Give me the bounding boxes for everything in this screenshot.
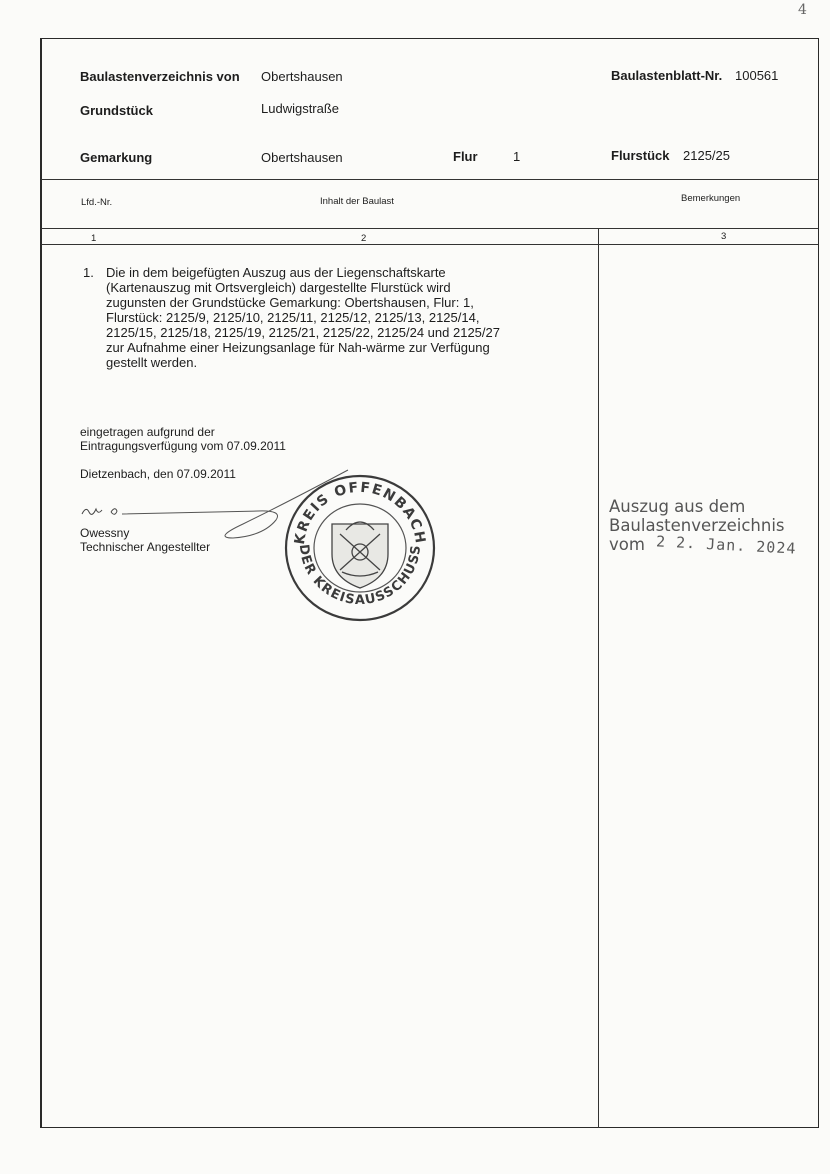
column-number-2: 2 [361,233,367,244]
eingetragen-line: eingetragen aufgrund der [80,425,215,439]
verzeichnis-value: Obertshausen [261,69,343,84]
signer-title: Technischer Angestellter [80,540,211,554]
blatt-value: 100561 [735,68,779,83]
seal-bottom-text: DER KREISAUSSCHUSS [295,543,425,609]
column-number-1: 1 [91,233,97,244]
entry-line: Die in dem beigefügten Auszug aus der Liegenschaftskarte [106,265,446,280]
bemerkungen-header: Bemerkungen [681,193,741,204]
remark-stamp-date-line [609,532,798,558]
official-seal [282,472,438,624]
remark-stamp-line: Baulastenverzeichnis [609,516,785,535]
entry-text [106,265,586,370]
entry-line: (Kartenauszug mit Ortsvergleich) dargestellte Flurstück wird [106,280,451,295]
gemarkung-label: Gemarkung [80,150,153,165]
column-number-divider [41,244,818,245]
flur-value: 1 [513,149,521,164]
remark-stamp [609,497,798,558]
flurstueck-value: 2125/25 [683,148,730,163]
flurstueck-label: Flurstück [611,148,670,163]
entry-line: zugunsten der Grundstücke Gemarkung: Obertshausen, Flur: 1, [106,295,474,310]
ort-datum: Dietzenbach, den 07.09.2011 [80,467,236,481]
gemarkung-value: Obertshausen [261,150,343,165]
header-divider [41,179,818,180]
entry-line: 2125/15, 2125/18, 2125/19, 2125/21, 2125/22, 2125/24 und 2125/27 [106,325,500,340]
page-corner-mark: 4 [798,2,807,18]
inhalt-header: Inhalt der Baulast [320,196,394,207]
entry-number: 1. [83,265,94,280]
entry-line: gestellt werden. [106,355,198,370]
remark-stamp-prefix: vom [609,535,645,554]
remark-stamp-date: 2 2. Jan. 2024 [655,532,798,558]
eingetragen-date-line: Eintragungsverfügung vom 07.09.2011 [80,439,286,453]
verzeichnis-label: Baulastenverzeichnis von [80,69,240,84]
signer-name: Owessny [80,526,130,540]
remarks-column-divider [598,228,599,1128]
blatt-label: Baulastenblatt-Nr. [611,68,723,83]
entry-line: zur Aufnahme einer Heizungsanlage für Nah-wärme zur Verfügung [106,340,490,355]
column-number-3: 3 [721,231,727,242]
grundstueck-label: Grundstück [80,103,153,118]
grundstueck-value: Ludwigstraße [261,101,340,116]
lfd-nr-header: Lfd.-Nr. [81,197,113,208]
entry-line: Flurstück: 2125/9, 2125/10, 2125/11, 2125/12, 2125/13, 2125/14, [106,310,480,325]
flur-label: Flur [453,149,478,164]
signer-block [80,526,210,554]
column-title-divider [41,228,818,229]
remark-stamp-line: Auszug aus dem [609,497,746,516]
seal-top-text: KREIS OFFENBACH [291,479,429,546]
eingetragen-block [80,425,286,453]
coat-of-arms-emblem [332,522,388,588]
